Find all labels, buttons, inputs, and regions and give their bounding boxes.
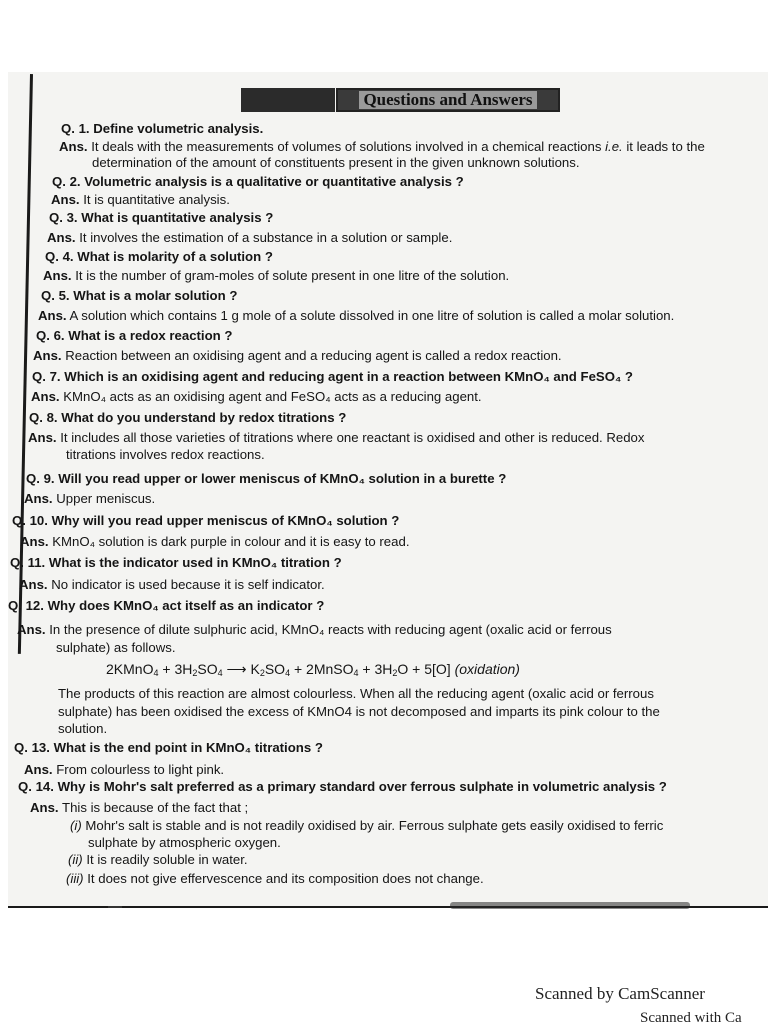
question-4: Q. 4. What is molarity of a solution ? (45, 249, 273, 264)
answer-5: Ans. A solution which contains 1 g mole of a solute dissolved in one litre of solution is called a molar solution. (38, 308, 675, 323)
reason-3: (iii) It does not give effervescence and its composition does not change. (66, 871, 484, 886)
answer-8-line-1: Ans. It includes all those varieties of titrations where one reactant is oxidised and other is reduced. Redox (28, 430, 645, 445)
question-8: Q. 8. What do you understand by redox titrations ? (29, 410, 347, 425)
answer-7: Ans. KMnO₄ acts as an oxidising agent and FeSO₄ acts as a reducing agent. (31, 389, 482, 404)
oxidation-equation: 2KMnO$_4$ + $3H_2SO_4$ ⟶ $K_2SO_4$ + 2MnSO$_4$ + $3H_2O + 5[O]$ (oxidation) (106, 661, 520, 678)
answer-6: Ans. Reaction between an oxidising agent and a reducing agent is called a redox reaction. (33, 348, 562, 363)
answer-13: Ans. From colourless to light pink. (24, 762, 225, 777)
question-1: Q. 1. Define volumetric analysis. (61, 121, 264, 136)
question-12: Q. 12. Why does KMnO₄ act itself as an indicator ? (8, 598, 325, 613)
answer-8-line-2: titrations involves redox reactions. (66, 447, 265, 462)
scanner-watermark-cut: Scanned with Ca (640, 1010, 742, 1024)
answer-1-line-1: Ans. It deals with the measurements of volumes of solutions involved in a chemical reactions i.e. it leads to the (59, 139, 705, 154)
question-5: Q. 5. What is a molar solution ? (41, 288, 238, 303)
question-14: Q. 14. Why is Mohr's salt preferred as a primary standard over ferrous sulphate in volumetric analysis ? (18, 779, 667, 794)
question-3: Q. 3. What is quantitative analysis ? (49, 210, 274, 225)
answer-12-line-4: sulphate) has been oxidised the excess of KMnO4 is not decomposed and imparts its pink colour to the (58, 704, 660, 719)
answer-1-line-2: determination of the amount of constituents present in the given unknown solutions. (92, 155, 580, 170)
answer-3: Ans. It involves the estimation of a substance in a solution or sample. (47, 230, 453, 245)
question-6: Q. 6. What is a redox reaction ? (36, 328, 233, 343)
question-7: Q. 7. Which is an oxidising agent and reducing agent in a reaction between KMnO₄ and FeSO₄ ? (32, 369, 633, 384)
answer-2: Ans. It is quantitative analysis. (51, 192, 230, 207)
answer-14: Ans. This is because of the fact that ; (30, 800, 249, 815)
answer-12-line-2: sulphate) as follows. (56, 640, 176, 655)
reason-1-line-2: sulphate by atmospheric oxygen. (88, 835, 281, 850)
question-2: Q. 2. Volumetric analysis is a qualitative or quantitative analysis ? (52, 174, 464, 189)
scanner-watermark: Scanned by CamScanner (535, 984, 705, 1003)
answer-12-line-3: The products of this reaction are almost colourless. When all the reducing agent (oxalic acid or ferrous (58, 686, 654, 701)
reason-2: (ii) It is readily soluble in water. (68, 852, 248, 867)
question-10: Q. 10. Why will you read upper meniscus of KMnO₄ solution ? (12, 513, 400, 528)
page-title: Questions and Answers (359, 91, 536, 109)
answer-10: Ans. KMnO₄ solution is dark purple in colour and it is easy to read. (20, 534, 410, 549)
answer-12-line-5: solution. (58, 721, 108, 736)
reason-1-line-1: (i) Mohr's salt is stable and is not readily oxidised by air. Ferrous sulphate gets easily oxidised to ferric (70, 818, 664, 833)
footer-running-title-blur (450, 902, 690, 909)
answer-11: Ans. No indicator is used because it is self indicator. (19, 577, 325, 592)
answer-4: Ans. It is the number of gram-moles of solute present in one litre of the solution. (43, 268, 510, 283)
question-13: Q. 13. What is the end point in KMnO₄ titrations ? (14, 740, 323, 755)
answer-9: Ans. Upper meniscus. (24, 491, 156, 506)
footer-page-mark (108, 906, 122, 908)
question-11: Q. 11. What is the indicator used in KMnO₄ titration ? (10, 555, 342, 570)
question-9: Q. 9. Will you read upper or lower meniscus of KMnO₄ solution in a burette ? (26, 471, 507, 486)
answer-12-line-1: Ans. In the presence of dilute sulphuric acid, KMnO₄ reacts with reducing agent (oxalic acid or ferrous (17, 622, 612, 637)
